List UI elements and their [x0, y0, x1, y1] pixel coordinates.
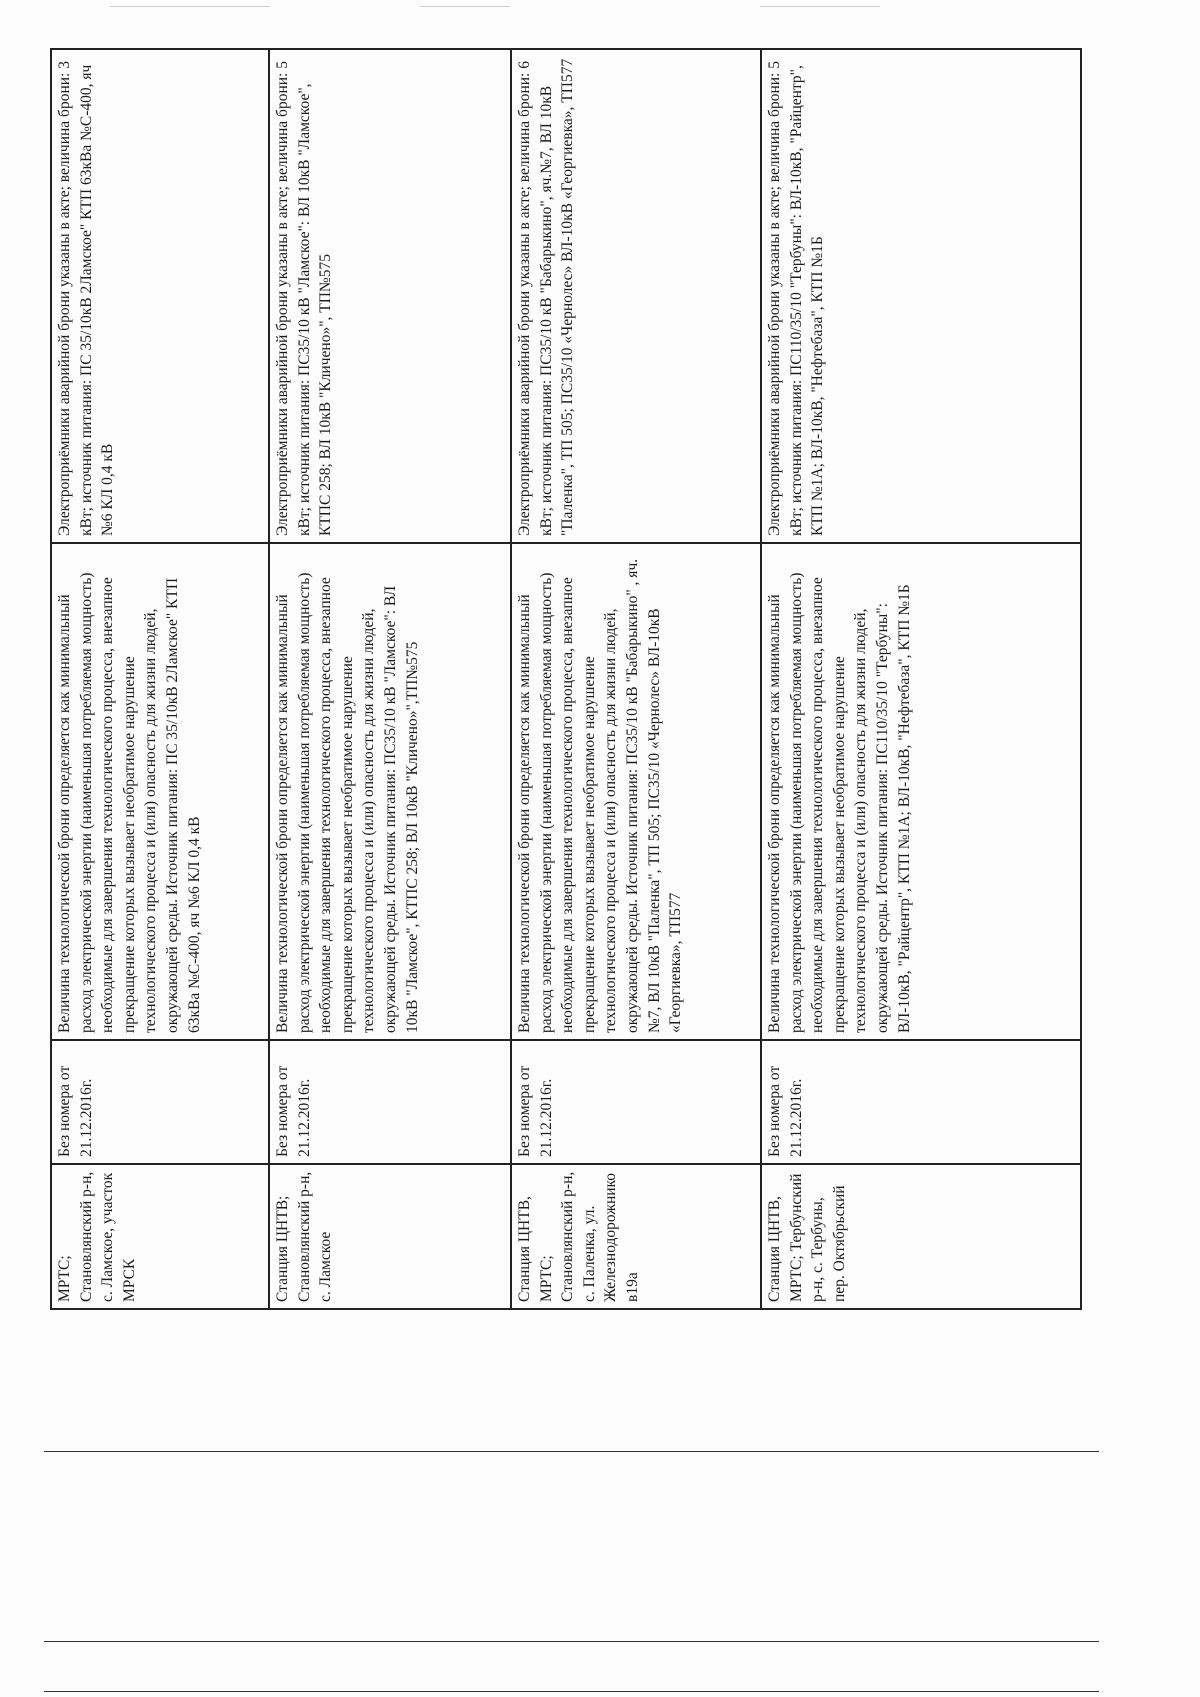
emergency-reserve-cell	[511, 49, 761, 543]
tech-reserve-text: Величина технологической брони определяется как минимальный расход электрической энергии (наименьшая потребляемая мощность) необходимые для завершения технологического процесса, внезапное прекращение которых вызывает необратимое нарушение технологического процесса и (или) опасность для жизни людей, окружающей среды. Источник питания: ПС35/10 кВ "Ламское": ВЛ 10кВ "Ламское", КТПС 258; ВЛ 10кВ "Кличено»",ТП№575	[274, 572, 421, 1033]
table-row	[511, 49, 761, 1309]
emergency-reserve-cell	[269, 49, 511, 543]
table-row	[51, 49, 269, 1309]
act-cell	[269, 1040, 511, 1164]
object-cell	[269, 1164, 511, 1309]
object-cell	[511, 1164, 761, 1309]
horizontal-rule	[44, 1451, 1099, 1452]
tech-reserve-cell	[51, 543, 269, 1040]
act-cell	[51, 1040, 269, 1164]
scan-artifact	[760, 6, 880, 7]
emergency-reserve-text: Электроприёмники аварийной брони указаны в акте; величина брони: 5 кВт; источник питания: ПС35/10 кВ "Ламское": ВЛ 10кВ "Ламское", КТПС 258; ВЛ 10кВ "Кличено»", ТП№575	[274, 61, 335, 536]
object-text: Станция ЦНТВ, МРТС; Становлянский р-н, с. Паленка, ул. Железнодорожников19а	[516, 1171, 641, 1302]
power-reserve-table	[50, 48, 1082, 1310]
emergency-reserve-text: Электроприёмники аварийной брони указаны в акте; величина брони: 3 кВт; источник питания: ПС 35/10кВ 2Ламское" КТП 63кВа №С-400, яч №6 КЛ 0,4 кВ	[56, 61, 117, 536]
act-text: Без номера от 21.12.2016г.	[56, 1065, 95, 1157]
act-text: Без номера от 21.12.2016г.	[274, 1065, 313, 1157]
act-text: Без номера от 21.12.2016г.	[516, 1065, 555, 1157]
emergency-reserve-text: Электроприёмники аварийной брони указаны в акте; величина брони: 5 кВт; источник питания: ПС110/35/10 "Тербуны": ВЛ-10кВ, "Райцентр", КТП №1А; ВЛ-10кВ, "Нефтебаза", КТП №1Б	[766, 61, 827, 536]
scan-artifact	[110, 6, 270, 7]
scan-artifact	[420, 6, 510, 7]
tech-reserve-text: Величина технологической брони определяется как минимальный расход электрической энергии (наименьшая потребляемая мощность) необходимые для завершения технологического процесса, внезапное прекращение которых вызывает необратимое нарушение технологического процесса и (или) опасность для жизни людей, окружающей среды. Источник питания: ПС110/35/10 "Тербуны": ВЛ-10кВ, "Райцентр", КТП №1А; ВЛ-10кВ, "Нефтебаза", КТП №1Б	[766, 572, 913, 1033]
act-cell	[511, 1040, 761, 1164]
tech-reserve-text: Величина технологической брони определяется как минимальный расход электрической энергии (наименьшая потребляемая мощность) необходимые для завершения технологического процесса, внезапное прекращение которых вызывает необратимое нарушение технологического процесса и (или) опасность для жизни людей, окружающей среды. Источник питания: ПС 35/10кВ 2Ламское" КТП 63кВа №С-400, яч №6 КЛ 0,4 кВ	[56, 572, 203, 1033]
emergency-reserve-cell	[51, 49, 269, 543]
object-text: МРТС; Становлянский р-н, с. Ламское, участок МРСК	[56, 1171, 138, 1302]
object-text: Станция ЦНТВ; Становлянский р-н, с. Ламское	[274, 1171, 335, 1302]
horizontal-rule	[44, 1691, 1099, 1692]
object-text: Станция ЦНТВ, МРТС; Тербунский р-н, с. Тербуны, пер. Октябрьский	[766, 1173, 848, 1302]
tech-reserve-cell	[269, 543, 511, 1040]
rotated-table-wrapper	[50, 50, 1080, 1310]
act-cell	[761, 1040, 1081, 1164]
tech-reserve-cell	[511, 543, 761, 1040]
tech-reserve-text: Величина технологической брони определяется как минимальный расход электрической энергии (наименьшая потребляемая мощность) необходимые для завершения технологического процесса, внезапное прекращение которых вызывает необратимое нарушение технологического процесса и (или) опасность для жизни людей, окружающей среды. Источник питания: ПС35/10 кВ "Бабарыкино" , яч.№7, ВЛ 10кВ "Паленка", ТП 505; ПС35/10 «Чернолес» ВЛ-10кВ «Георгиевка», ТП577	[516, 558, 685, 1033]
horizontal-rule	[44, 1641, 1099, 1642]
tech-reserve-cell	[761, 543, 1081, 1040]
emergency-reserve-text: Электроприёмники аварийной брони указаны в акте; величина брони: 6 кВт; источник питания: ПС35/10 кВ "Бабарыкино", яч.№7, ВЛ 10кВ "Паленка", ТП 505; ПС35/10 «Чернолес» ВЛ-10кВ «Георгиевка», ТП577	[516, 58, 577, 536]
object-cell	[761, 1164, 1081, 1309]
act-text: Без номера от 21.12.2016г.	[766, 1065, 805, 1157]
table-row	[269, 49, 511, 1309]
emergency-reserve-cell	[761, 49, 1081, 543]
table-row	[761, 49, 1081, 1309]
object-cell	[51, 1164, 269, 1309]
